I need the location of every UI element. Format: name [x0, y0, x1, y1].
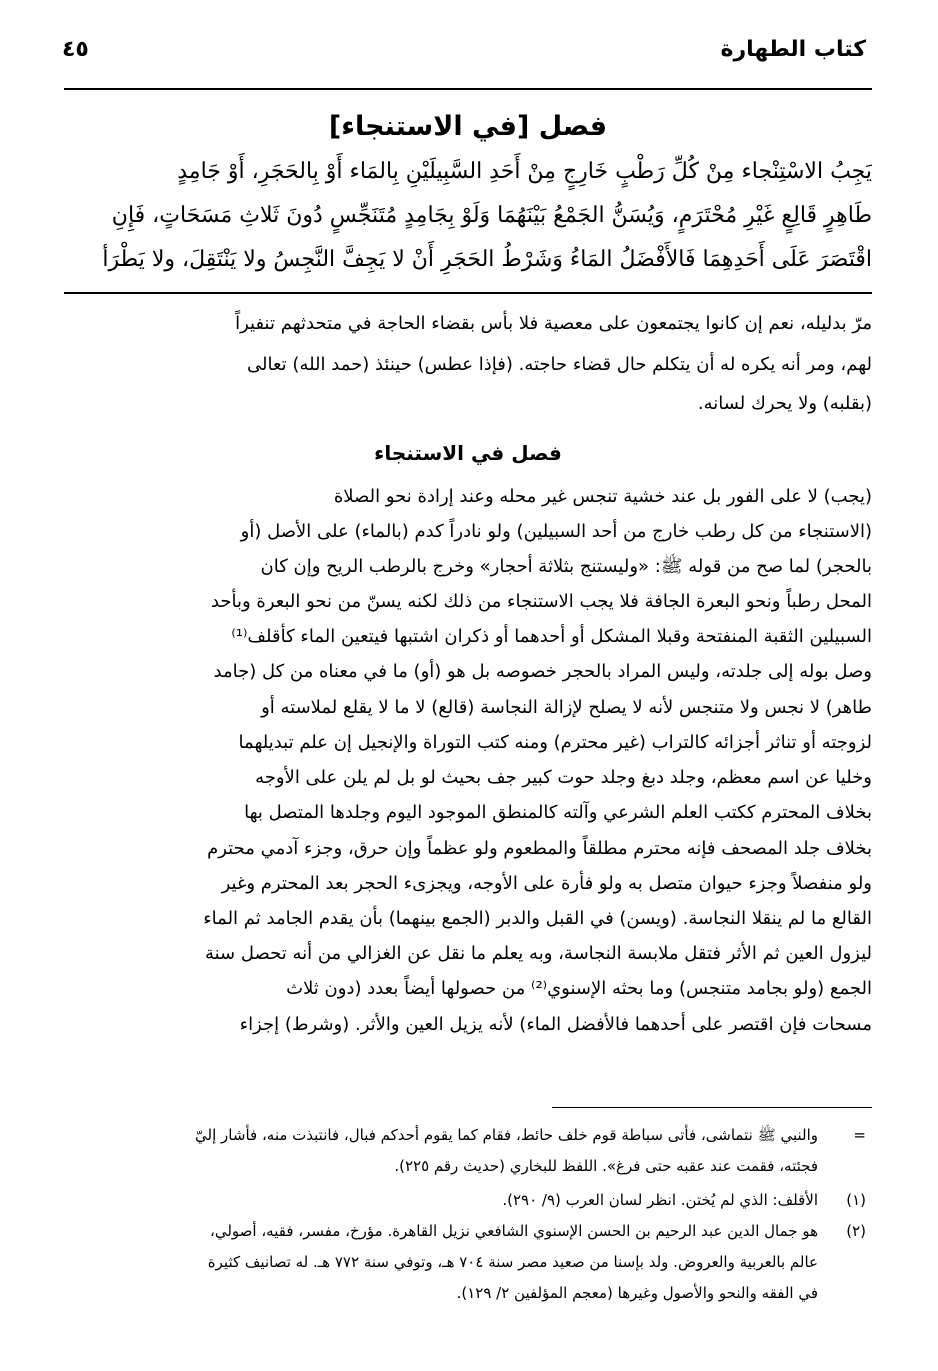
footnote-line: والنبي ﷺ نتماشى، فأتى سباطة قوم خلف حائط، فقام كما يقوم أحدكم فبال، فانتبذت منه، فأشار إليّ — [195, 1126, 818, 1144]
sharh-line: بالحجر) لما صح من قوله ﷺ: «وليستنج بثلاثة أحجار» وخرج بالرطب الريح وإن كان — [260, 556, 872, 577]
sharh-line: وخليا عن اسم معظم، وجلد دبغ وجلد حوت كبير جف بحيث لو بل لم يلن على الأوجه — [255, 767, 872, 788]
sharh-line: ولو منفصلاً وجزء حيوان متصل به ولو فأرة على الأوجه، ويجزىء الحجر بعد المحترم وغير — [221, 873, 872, 894]
footnote-marker: (١) — [846, 1191, 866, 1209]
footnote-line: عالم بالعربية والعروض. ولد بإسنا من صعيد مصر سنة ٧٠٤ هـ، وتوفي سنة ٧٧٢ هـ. له تصانيف كثيرة — [207, 1253, 818, 1271]
matn-heading: فصل [في الاستنجاء] — [328, 111, 608, 142]
matn-line: اقْتَصَرَ عَلَى أَحَدِهِمَا فَالأَفْضَلُ المَاءُ وَشَرْطُ الحَجَرِ أَنْ لا يَجِفَّ النَّجِسُ ولا يَنْتَقِلَ، ولا يَطْرَأ — [102, 247, 872, 272]
sharh-line: (بقلبه) ولا يحرك لسانه. — [697, 393, 872, 414]
footnote-line: فجئته، فقمت عند عقبه حتى فرغ». اللفظ للبخاري (حديث رقم ٢٢٥). — [394, 1157, 818, 1175]
sharh-line: القالع ما لم ينقلا النجاسة. (ويسن) في القبل والدبر (الجمع بينهما) بأن يقدم الجامد ثم الماء — [203, 908, 872, 929]
sharh-line: (الاستنجاء من كل رطب خارج من أحد السبيلين) ولو نادراً كدم (بالماء) على الأصل (أو — [240, 521, 872, 542]
footnote-line: هو جمال الدين عبد الرحيم بن الحسن الإسنوي الشافعي نزيل القاهرة. مؤرخ، مفسر، فقيه، أصولي، — [210, 1222, 818, 1240]
sharh-line: وصل بوله إلى جلدته، وليس المراد بالحجر خصوصه بل هو (أو) ما في معناه من كل (جامد — [213, 661, 872, 682]
sharh-line: طاهر) لا نجس ولا متنجس لأنه لا يصلح لإزالة النجاسة (قالع) لا ما لا يقلع لملاسته أو — [261, 697, 872, 718]
sharh-heading: فصل في الاستنجاء — [374, 441, 562, 465]
matn-line: طَاهِرٍ قَالِعٍ غَيْرِ مُحْتَرَمٍ، وَيُسَنُّ الجَمْعُ بَيْنَهُمَا وَلَوْ بِجَامِدٍ مُتَنَجِّسٍ دُونَ ثَلاثِ مَسَحَاتٍ، فَإِنِ — [111, 203, 872, 228]
matn-sharh-divider — [64, 292, 872, 294]
sharh-line: الجمع (ولو بجامد متنجس) وما بحثه الإسنوي⁽²⁾ من حصولها أيضاً بعدد (دون ثلاث — [286, 978, 872, 999]
footnote-separator — [552, 1107, 872, 1108]
running-title: كتاب الطهارة — [720, 37, 866, 62]
sharh-line: السبيلين الثقبة المنفتحة وقبلا المشكل أو أحدهما أو ذكران اشتبها فيتعين الماء كأقلف⁽¹⁾ — [231, 626, 872, 647]
footnote-marker: = — [853, 1126, 866, 1144]
sharh-line: بخلاف جلد المصحف فإنه محترم مطلقاً والمطعوم ولو عظماً وإن حرق، وجزء آدمي محترم — [207, 838, 872, 859]
matn-line: يَجِبُ الاسْتِنْجاء مِنْ كُلِّ رَطْبٍ خَارِجٍ مِنْ أَحَدِ السَّبِيلَيْنِ بِالمَاء أَوْ بِالحَجَرِ، أَوْ جَامِدٍ — [177, 159, 872, 184]
sharh-line: المحل رطباً ونحو البعرة الجافة فلا يجب الاستنجاء من ذلك لكنه يسنّ من نحو البعرة وبأحد — [210, 591, 872, 612]
sharh-line: لهم، ومر أنه يكره له أن يتكلم حال قضاء حاجته. (فإذا عطس) حينئذ (حمد الله) تعالى — [247, 354, 872, 375]
sharh-line: مسحات فإن اقتصر على أحدهما فالأفضل الماء) لأنه يزيل العين والأثر. (وشرط) إجزاء — [239, 1014, 872, 1035]
header-rule — [64, 88, 872, 90]
footnote-marker: (٢) — [846, 1222, 866, 1240]
sharh-line: بخلاف المحترم ككتب العلم الشرعي وآلته كالمنطق الموجود اليوم وجلدها المتصل بها — [244, 802, 872, 823]
page-number: ٤٥ — [62, 37, 89, 62]
sharh-line: (يجب) لا على الفور بل عند خشية تنجس غير محله وعند إرادة نحو الصلاة — [333, 486, 872, 507]
footnote-line: الأقلف: الذي لم يُختن. انظر لسان العرب (٩/ ٢٩٠). — [502, 1191, 818, 1209]
sharh-line: ليزول العين ثم الأثر فتقل ملابسة النجاسة، وبه يعلم ما نقل عن الغزالي من أنه تحصل سنة — [204, 943, 872, 964]
footnote-line: في الفقه والنحو والأصول وغيرها (معجم المؤلفين ٢/ ١٢٩). — [456, 1284, 818, 1302]
sharh-line: مرّ بدليله، نعم إن كانوا يجتمعون على معصية فلا بأس بقضاء الحاجة في متحدثهم تنفيراً — [235, 313, 872, 334]
sharh-line: لزوجته أو تناثر أجزائه كالتراب (غير محترم) ومنه كتب التوراة والإنجيل إن علم تبديلهما — [238, 732, 872, 753]
